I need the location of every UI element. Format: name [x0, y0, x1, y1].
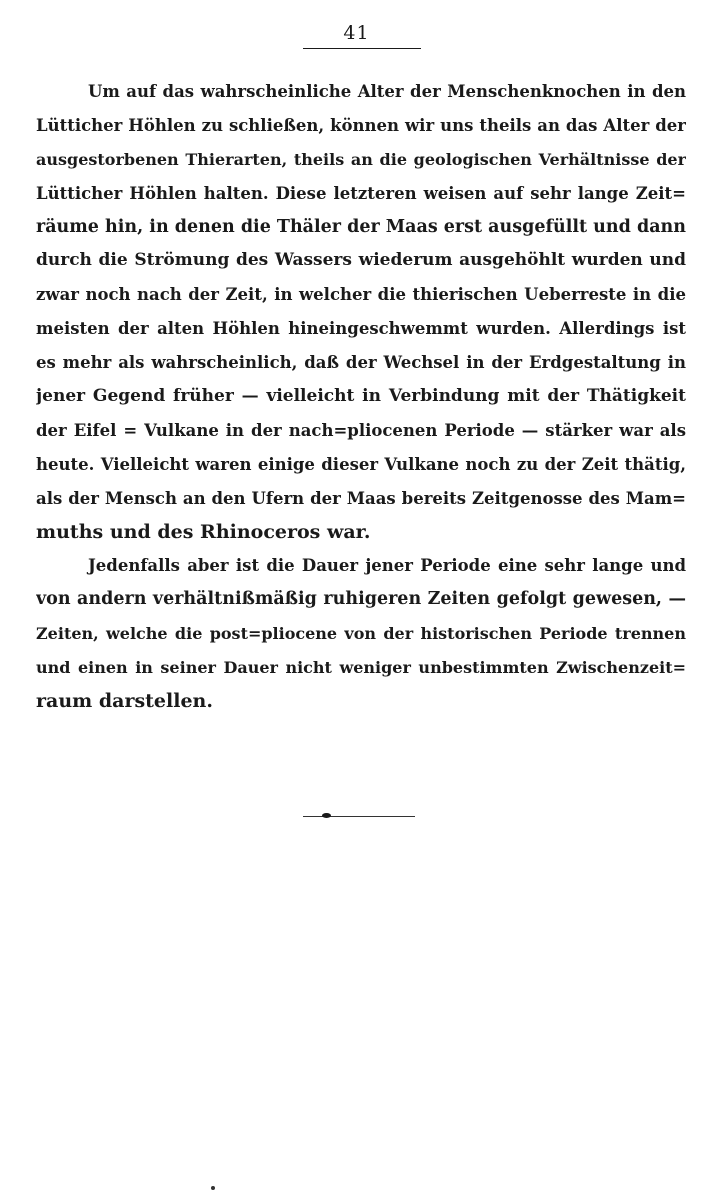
text-line: ausgestorbenen Thierarten, theils an die geologischen Verhältnisse der — [36, 149, 686, 169]
text-line: jener Gegend früher — vielleicht in Verbindung mit der Thätigkeit — [36, 386, 686, 407]
text-line: räume hin, in denen die Thäler der Maas erst ausgefüllt und dann — [36, 216, 686, 237]
text-line: muths und des Rhinoceros war. — [36, 520, 371, 543]
page-number: 41 — [343, 22, 370, 44]
print-speck — [211, 1186, 215, 1190]
text-line: als der Mensch an den Ufern der Maas bereits Zeitgenosse des Mam= — [36, 488, 686, 508]
section-end-rule — [303, 816, 415, 817]
body-text — [36, 75, 686, 719]
text-line: Zeiten, welche die post=pliocene von der historischen Periode trennen — [36, 624, 686, 644]
text-line: Jedenfalls aber ist die Dauer jener Periode eine sehr lange und — [88, 556, 686, 576]
text-line: Lütticher Höhlen halten. Diese letzteren weisen auf sehr lange Zeit= — [36, 183, 686, 203]
text-line: Um auf das wahrscheinliche Alter der Menschenknochen in den — [88, 82, 686, 101]
text-line: heute. Vielleicht waren einige dieser Vulkane noch zu der Zeit thätig, — [36, 454, 686, 474]
text-line: meisten der alten Höhlen hineingeschwemmt wurden. Allerdings ist — [36, 319, 686, 339]
text-line: raum darstellen. — [36, 690, 213, 713]
text-line: es mehr als wahrscheinlich, daß der Wechsel in der Erdgestaltung in — [36, 353, 686, 373]
paragraph-2 — [36, 549, 686, 718]
header-rule — [303, 48, 421, 49]
text-line: Lütticher Höhlen zu schließen, können wir uns theils an das Alter der — [36, 115, 686, 135]
text-line: der Eifel = Vulkane in der nach=pliocenen Periode — stärker war als — [36, 420, 686, 440]
text-line: und einen in seiner Dauer nicht weniger unbestimmten Zwischenzeit= — [36, 658, 686, 678]
text-line: von andern verhältnißmäßig ruhigeren Zeiten gefolgt gewesen, — — [36, 589, 686, 610]
paragraph-1 — [36, 75, 686, 549]
text-line: durch die Strömung des Wassers wiederum ausgehöhlt wurden und — [36, 250, 686, 271]
end-ornament — [322, 813, 331, 818]
text-line: zwar noch nach der Zeit, in welcher die thierischen Ueberreste in die — [36, 285, 686, 305]
